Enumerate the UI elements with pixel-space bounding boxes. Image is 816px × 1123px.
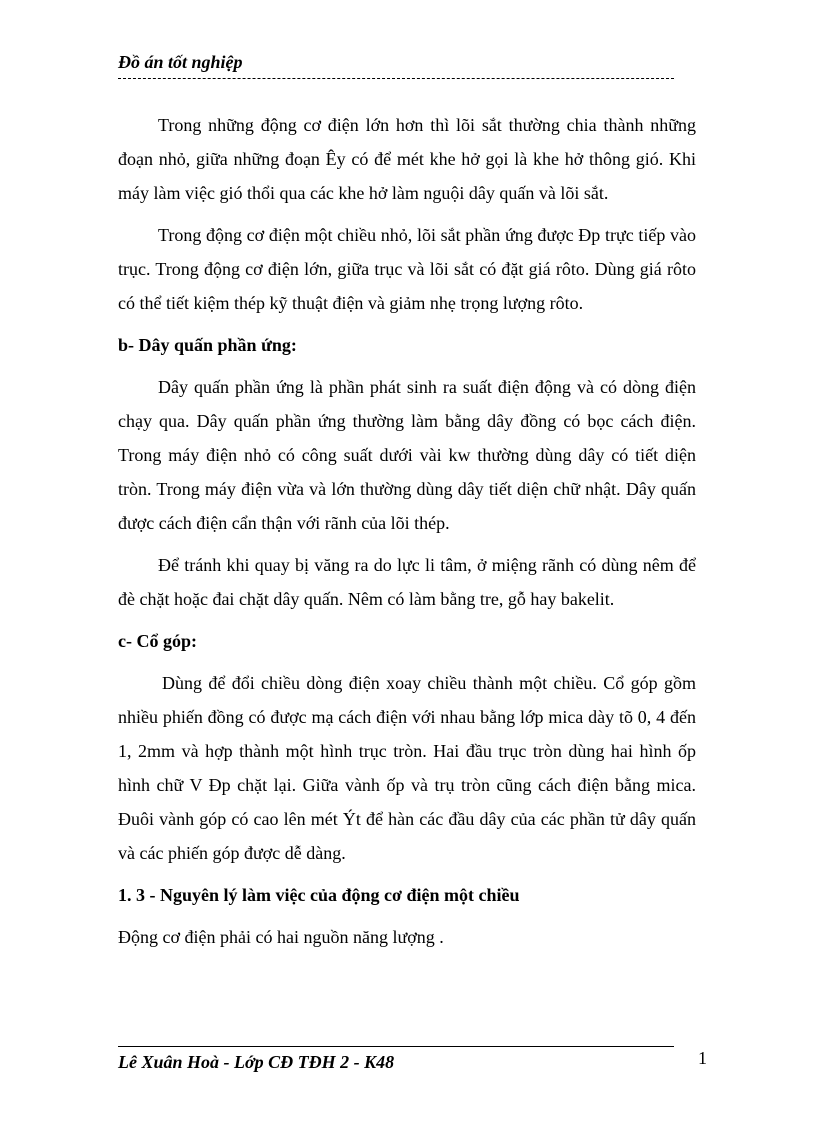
section-heading-nguyen-ly: 1. 3 - Nguyên lý làm việc của động cơ điện một chiều (118, 885, 520, 905)
section-heading-day-quan: b- Dây quấn phần ứng: (118, 335, 297, 355)
paragraph-nguon-nang-luong: Động cơ điện phải có hai nguồn năng lượng . (118, 927, 444, 947)
paragraph-co-gop: Dùng để đổi chiều dòng điện xoay chiều thành một chiều. Cổ góp gồm nhiều phiến đồng có được mạ cách điện với nhau bằng lớp mica dày tõ 0, 4 đến 1, 2mm và hợp thành một hình trục tròn. Hai đầu trục tròn dùng hai hình ốp hình chữ V Ðp chặt lại. Giữa vành ốp và trụ tròn cũng cách điện bằng mica. Đuôi vành góp có cao lên mét Ýt để hàn các đầu dây của các phần tử dây quấn và các phiến góp được dễ dàng. (118, 673, 696, 863)
section-heading-co-gop: c- Cổ góp: (118, 631, 197, 651)
page-number: 1 (698, 1048, 707, 1068)
paragraph-lõi-sắt-lớn: Trong những động cơ điện lớn hơn thì lõi sắt thường chia thành những đoạn nhỏ, giữa những đoạn Êy có để mét khe hở gọi là khe hở thông gió. Khi máy làm việc gió thổi qua các khe hở làm nguội dây quấn và lõi sắt. (118, 115, 696, 203)
paragraph-nem: Để tránh khi quay bị văng ra do lực li tâm, ở miệng rãnh có dùng nêm để đè chặt hoặc đai chặt dây quấn. Nêm có làm bằng tre, gỗ hay bakelit. (118, 555, 696, 609)
document-title: Đồ án tốt nghiệp (118, 52, 243, 72)
paragraph-day-quan: Dây quấn phần ứng là phần phát sinh ra suất điện động và có dòng điện chạy qua. Dây quấn phần ứng thường làm bằng dây đồng có bọc cách điện. Trong máy điện nhỏ có công suất dưới vài kw thường dùng dây có tiết diện tròn. Trong máy điện vừa và lớn thường dùng dây tiết diện chữ nhật. Dây quấn được cách điện cẩn thận với rãnh của lõi thép. (118, 377, 696, 533)
page-body (118, 108, 696, 962)
header-divider (118, 78, 674, 79)
footer-divider (118, 1046, 674, 1047)
paragraph-lõi-sắt-nhỏ: Trong động cơ điện một chiều nhỏ, lõi sắt phần ứng được Ðp trực tiếp vào trục. Trong động cơ điện lớn, giữa trục và lõi sắt có đặt giá rôto. Dùng giá rôto có thể tiết kiệm thép kỹ thuật điện và giảm nhẹ trọng lượng rôto. (118, 225, 696, 313)
footer-author: Lê Xuân Hoà - Lớp CĐ TĐH 2 - K48 (118, 1052, 395, 1072)
